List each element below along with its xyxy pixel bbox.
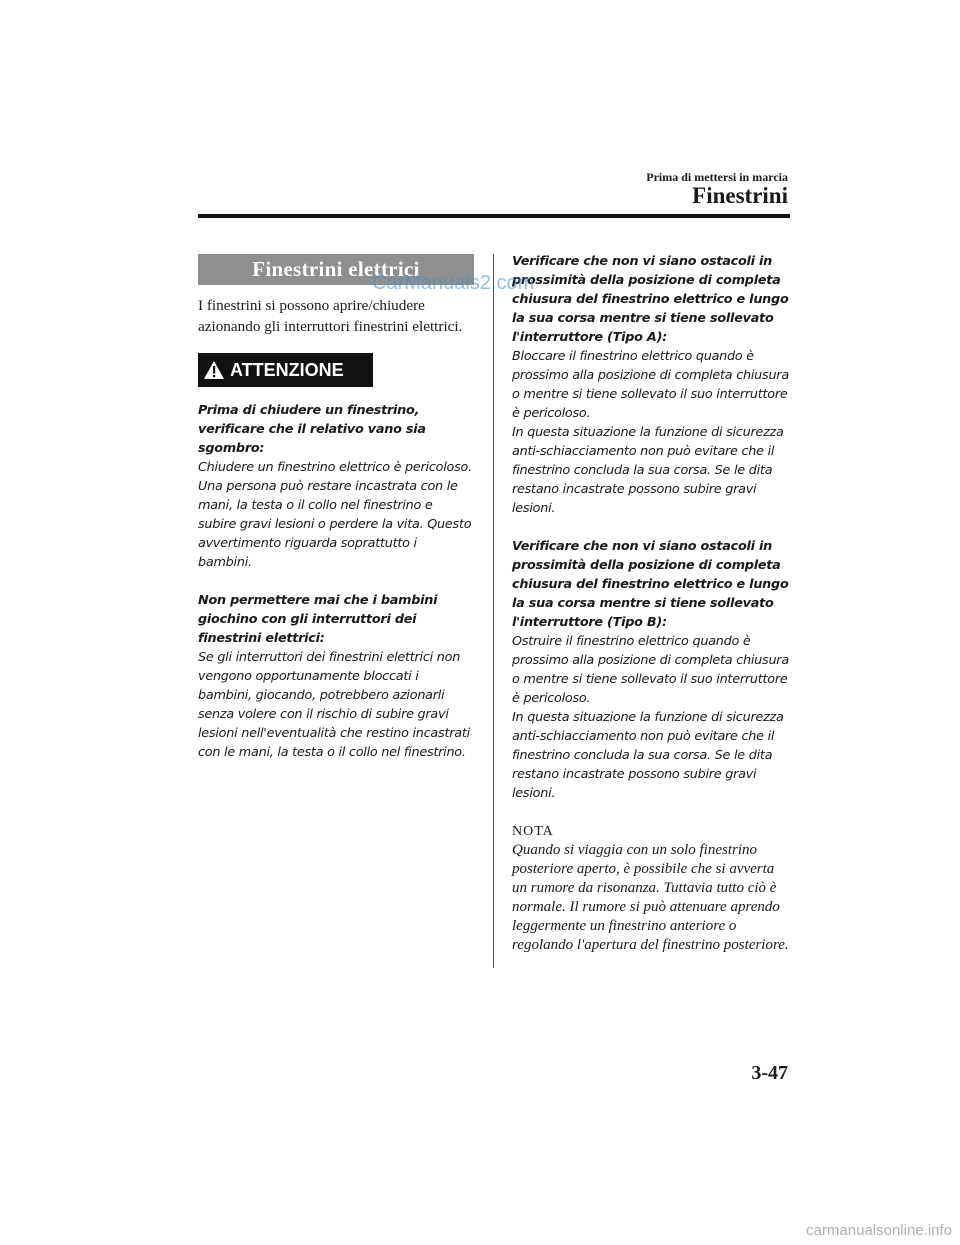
warning-body: Se gli interruttori dei finestrini elettrici non vengono opportunamente bloccati i bambini, giocando, potrebbero azionarli senza volere con il rischio di subire gravi lesioni nell'eventualità che restino incastrati con le mani, la testa o il collo nel finestrino. (198, 650, 470, 760)
section-title-bar: Finestrini elettrici (198, 254, 474, 285)
warning-triangle-icon (203, 360, 225, 380)
warning-item (512, 252, 790, 518)
watermark-logo: CarManuals2.com (372, 272, 535, 294)
note-text: Quando si viaggia con un solo finestrino posteriore aperto, è possibile che si avverta un rumore da risonanza. Tuttavia tutto ciò è normale. Il rumore si può attenuare aprendo leggermente un finestrino anteriore o regolando l'apertura del finestrino posteriore. (512, 842, 789, 953)
footer-watermark: carmanualsonline.info (806, 1222, 952, 1239)
left-column (198, 254, 474, 781)
warning-item (198, 401, 474, 572)
column-divider (493, 254, 494, 968)
warning-list-left (198, 401, 474, 762)
warning-heading: Verificare che non vi siano ostacoli in prossimità della posizione di completa chiusura del finestrino elettrico e lungo la sua corsa mentre si tiene sollevato l'interruttore (Tipo B): (512, 539, 789, 630)
note-label: NOTA (512, 824, 554, 839)
chapter-title: Prima di mettersi in marcia (646, 170, 788, 184)
section-header: Finestrini (692, 183, 788, 208)
warning-list-right (512, 252, 790, 803)
warning-body: Chiudere un finestrino elettrico è pericoloso. Una persona può restare incastrata con le mani, la testa o il collo nel finestrino e subire gravi lesioni o perdere la vita. Questo avvertimento riguarda soprattutto i bambini. (198, 460, 472, 570)
warning-body: Ostruire il finestrino elettrico quando è prossimo alla posizione di completa chiusura o mentre si tiene sollevato il suo interruttore è pericoloso. In questa situazione la funzione di sicurezza anti-schiacciamento non può evitare che il finestrino concluda la sua corsa. Se le dita restano incastrate possono subire gravi lesioni. (512, 634, 789, 801)
intro-text: I finestrini si possono aprire/chiudere azionando gli interruttori finestrini elettrici. (198, 297, 463, 335)
right-column (512, 254, 790, 955)
warning-heading: Prima di chiudere un finestrino, verificare che il relativo vano sia sgombro: (198, 403, 426, 456)
warning-heading: Non permettere mai che i bambini giochino con gli interruttori dei finestrini elettrici: (198, 593, 438, 646)
warning-heading: Verificare che non vi siano ostacoli in prossimità della posizione di completa chiusura del finestrino elettrico e lungo la sua corsa mentre si tiene sollevato l'interruttore (Tipo A): (512, 254, 789, 345)
header-rule (198, 214, 790, 218)
warning-item (198, 591, 474, 762)
warning-label: ATTENZIONE (230, 359, 344, 380)
page-number: 3-47 (751, 1062, 788, 1084)
warning-body: Bloccare il finestrino elettrico quando è prossimo alla posizione di completa chiusura o mentre si tiene sollevato il suo interruttore è pericoloso. In questa situazione la funzione di sicurezza anti-schiacciamento non può evitare che il finestrino concluda la sua corsa. Se le dita restano incastrate possono subire gravi lesioni. (512, 349, 789, 516)
warning-badge (198, 353, 373, 387)
warning-item (512, 537, 790, 803)
